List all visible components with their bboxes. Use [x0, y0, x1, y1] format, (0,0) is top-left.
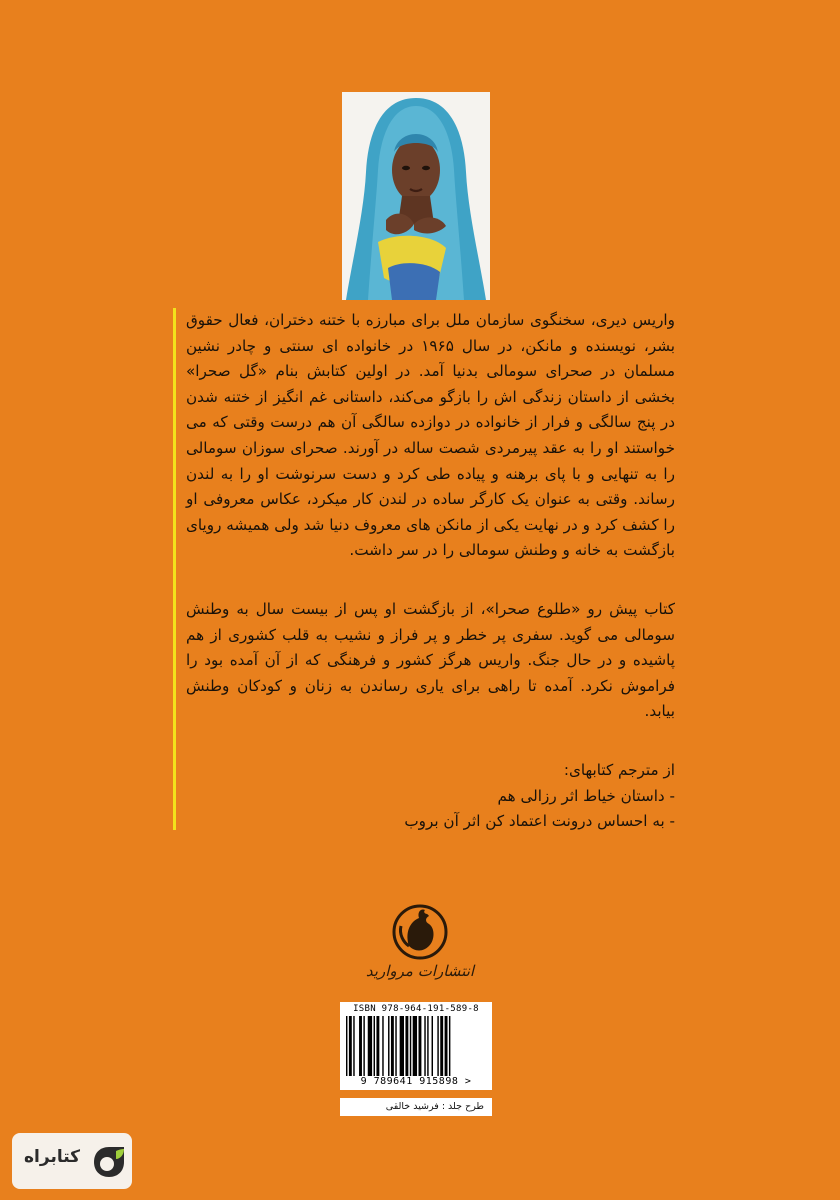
barcode-stripe: [400, 1016, 404, 1076]
barcode-stripe: [388, 1016, 389, 1076]
description-text: [186, 308, 675, 835]
author-bio-paragraph: واریس دیری، سخنگوی سازمان ملل برای مبارزه با ختنه دختران، فعال حقوق بشر، نویسنده و مانکن، در سال ۱۹۶۵ در خانواده ای سنتی و چادر نشین مسلمان در صحرای سومالی بدنیا آمد. در اولین کتابش بنام «گل صحرا» بخشی از داستان زندگی اش را بازگو می‌کند، داستانی غم انگیز از ختنه شدن در پنج سالگی و فرار از خانواده در دوازده سالگی آن هم درست وقتی که می خواستند او را به عقد پیرمردی شصت ساله در آورند. صحرای سوزان سومالی را به تنهایی و با پای برهنه و پیاده طی کرد و دست سرنوشت او را به لندن رساند. وقتی به عنوان یک کارگر ساده در لندن کار میکرد، عکاس معروفی او را کشف کرد و در نهایت یکی از مانکن های معروف دنیا شد ولی همیشه رویای بازگشت به خانه و وطنش سومالی را در سر داشت.: [186, 311, 675, 560]
translator-work-item: - داستان خیاط اثر رزالی هم: [497, 786, 675, 805]
ketabrah-watermark: [12, 1133, 132, 1189]
barcode-stripe: [374, 1016, 375, 1076]
designer-text: طرح جلد : فرشید خالقی: [385, 1101, 484, 1112]
barcode-stripe: [349, 1016, 352, 1076]
translator-works: [186, 758, 675, 835]
portrait-illustration: [342, 92, 490, 300]
book-summary-paragraph: کتاب پیش رو «طلوع صحرا»، از بازگشت او پس از بیست سال به وطنش سومالی می گوید. سفری پر خطر و پر فراز و نشیب به قلب کشوری از هم پاشیده و در حال جنگ. واریس هرگز کشور و فرهنگی که از آن آمده بود را فراموش نکرد. آمده تا راهی برای یاری رساندن به زنان و کودکان وطنش بیابد.: [186, 599, 675, 721]
barcode-stripe: [427, 1016, 428, 1076]
barcode-stripe: [440, 1016, 443, 1076]
barcode-stripe: [419, 1016, 422, 1076]
barcode-stripe: [405, 1016, 408, 1076]
barcode-stripe: [395, 1016, 396, 1076]
barcode-stripe: [353, 1016, 354, 1076]
barcode-stripe: [410, 1016, 411, 1076]
isbn-label: ISBN 978-964-191-589-8: [353, 1004, 479, 1014]
barcode-number: 9 789641 915898 >: [360, 1076, 472, 1087]
barcode-stripe: [346, 1016, 347, 1076]
barcode-stripe: [449, 1016, 450, 1076]
barcode-bars: [346, 1016, 486, 1076]
watermark-brand: کتابراه: [24, 1147, 81, 1167]
barcode-stripe: [445, 1016, 448, 1076]
barcode: [340, 1002, 492, 1090]
barcode-stripe: [382, 1016, 383, 1076]
barcode-stripe: [359, 1016, 362, 1076]
translator-work-item: - به احساس درونت اعتماد کن اثر آن بروب: [404, 812, 675, 831]
rooster-icon: [365, 898, 475, 968]
barcode-stripe: [368, 1016, 372, 1076]
barcode-stripe: [413, 1016, 417, 1076]
barcode-stripe: [376, 1016, 379, 1076]
barcode-stripe: [424, 1016, 425, 1076]
author-portrait-photo: [342, 92, 490, 300]
barcode-stripe: [391, 1016, 394, 1076]
description-text-block: [173, 308, 673, 830]
barcode-stripe: [437, 1016, 438, 1076]
cover-designer-credit: [340, 1098, 492, 1116]
barcode-stripe: [363, 1016, 364, 1076]
barcode-stripe: [432, 1016, 433, 1076]
ketabrah-logo-icon: [90, 1143, 128, 1181]
translator-heading: از مترجم کتابهای:: [563, 760, 675, 779]
publisher-name: انتشارات مروارید: [365, 962, 475, 980]
